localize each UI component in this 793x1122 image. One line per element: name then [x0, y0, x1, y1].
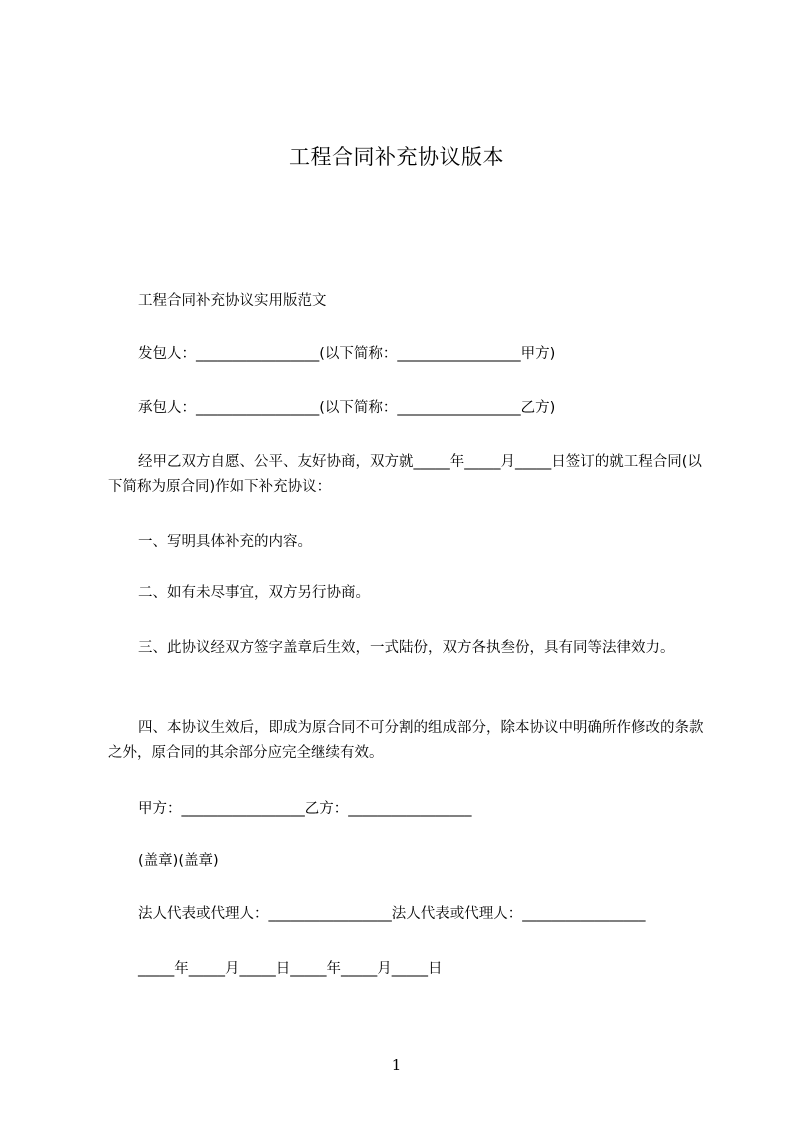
clause-3: 三、此协议经双方签字盖章后生效，一式陆份，双方各执叁份，具有同等法律效力。 [138, 640, 675, 656]
contractor-line: 承包人：_________________(以下简称：_________________乙方) [138, 400, 556, 416]
parties-signature-line: 甲方：_________________乙方：_________________ [138, 801, 472, 817]
document-title: 工程合同补充协议版本 [289, 145, 504, 169]
document-subtitle: 工程合同补充协议实用版范文 [138, 293, 327, 309]
representative-line: 法人代表或代理人：_________________法人代表或代理人：_________________ [138, 906, 646, 922]
page-number: 1 [391, 1056, 402, 1074]
preamble-paragraph: 经甲乙双方自愿、公平、友好协商，双方就_____年_____月_____日签订的就工程合同(以下简称为原合同)作如下补充协议： [108, 454, 702, 495]
clause-2: 二、如有未尽事宜，双方另行协商。 [138, 585, 370, 601]
clause-1: 一、写明具体补充的内容。 [138, 534, 312, 550]
date-line: _____年_____月_____日_____年_____月_____日 [138, 961, 443, 977]
employer-line: 发包人：_________________(以下简称：_________________甲方) [138, 346, 556, 362]
clause-4: 四、本协议生效后，即成为原合同不可分割的组成部分，除本协议中明确所作修改的条款之外，原合同的其余部分应完全继续有效。 [108, 720, 704, 761]
seal-line: (盖章)(盖章) [138, 853, 219, 869]
